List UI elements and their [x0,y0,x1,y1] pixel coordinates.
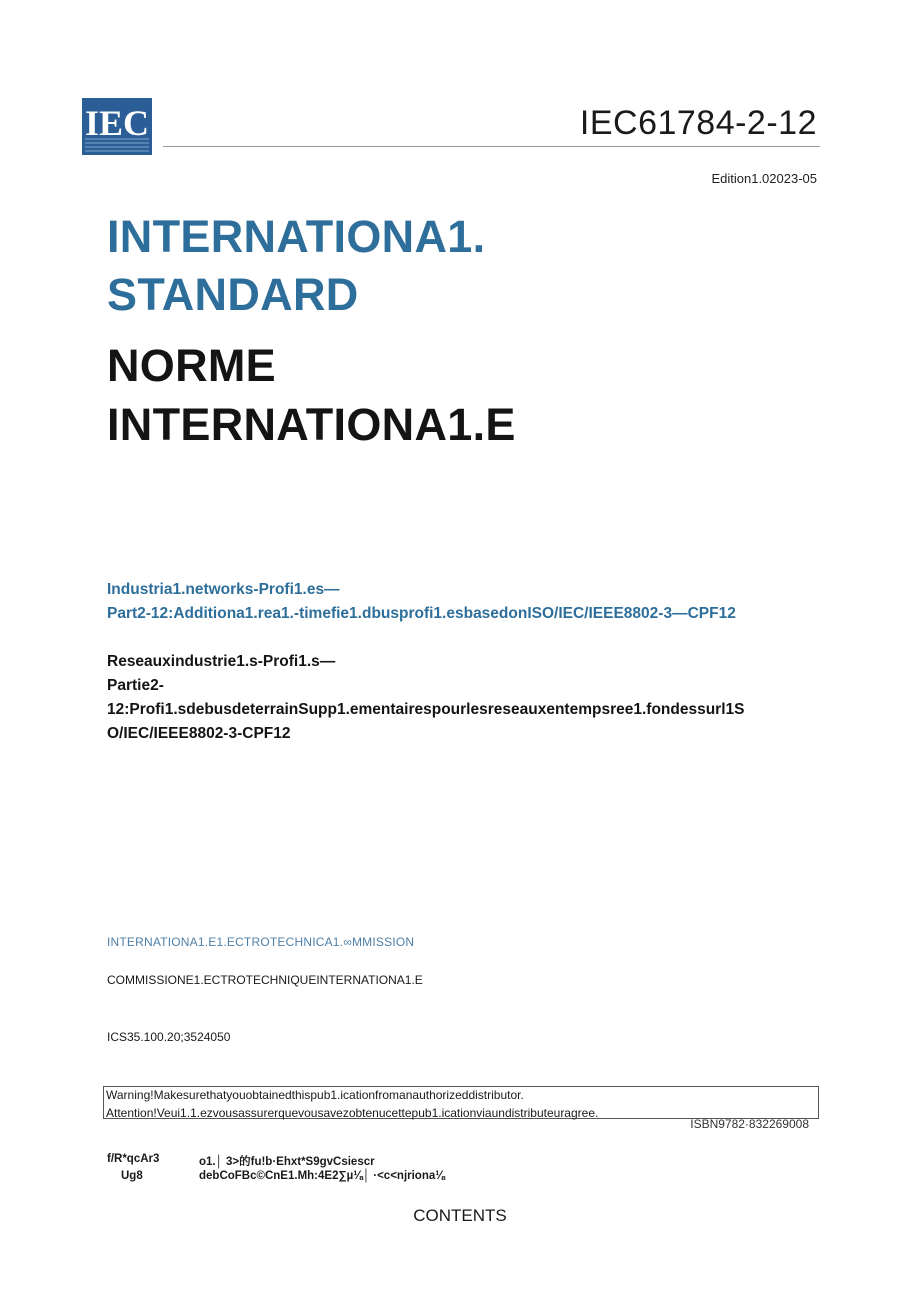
isbn: ISBN9782·832269008 [690,1117,809,1131]
trademark-line2-left: Ug8 [121,1170,143,1182]
subtitle-en-line1: Industria1.networks-Profi1.es— [107,581,340,598]
subtitle-fr-line4: O/IEC/IEEE8802-3-CPF12 [107,725,291,742]
title-fr-line2: INTERNATIONA1.E [107,399,516,450]
trademark-line1-left: f/R*qcAr3 [107,1153,160,1165]
edition-label: Edition1.02023-05 [711,171,817,186]
trademark-line2-right: debCoFBc©CnE1.Mh:4E2∑µ⅛│ ·<c<njriona⅛ [199,1170,445,1182]
title-en-line1: INTERNATIONA1. [107,211,486,262]
header-rule [163,146,820,147]
subtitle-fr-line2: Partie2- [107,677,164,694]
logo-text: IEC [84,103,150,143]
title-en-line2: STANDARD [107,269,359,320]
document-number: IEC61784-2-12 [579,104,817,142]
subtitle-en-line2: Part2-12:Additiona1.rea1.-timefie1.dbusprofi1.esbasedonISO/IEC/IEEE8802-3—CPF12 [107,605,736,622]
contents-heading: CONTENTS [413,1206,507,1225]
trademark-line1-right: o1.│ 3>的fu!b·Ehxt*S9gvCsiescr [199,1156,375,1168]
iec-logo [82,98,152,155]
commission-fr: COMMISSIONE1.ECTROTECHNIQUEINTERNATIONA1.E [107,973,423,987]
title-fr-line1: NORME [107,340,276,391]
commission-en: INTERNATIONA1.E1.ECTROTECHNICA1.∞MMISSION [107,935,415,949]
subtitle-fr-line1: Reseauxindustrie1.s-Profi1.s— [107,653,336,670]
warning-line-en: Warning!Makesurethatyouobtainedthispub1.icationfromanauthorizeddistributor. [106,1088,524,1102]
ics-code: ICS35.100.20;3524050 [107,1030,231,1044]
subtitle-fr [107,650,827,746]
warning-line-fr: Attention!Veui1.1.ezvousassurerquevousavezobtenucettepub1.icationviaundistributeuragree. [106,1106,599,1120]
subtitle-fr-line3: 12:Profi1.sdebusdeterrainSupp1.ementairespourlesreseauxentempsree1.fondessurl1S [107,701,745,718]
